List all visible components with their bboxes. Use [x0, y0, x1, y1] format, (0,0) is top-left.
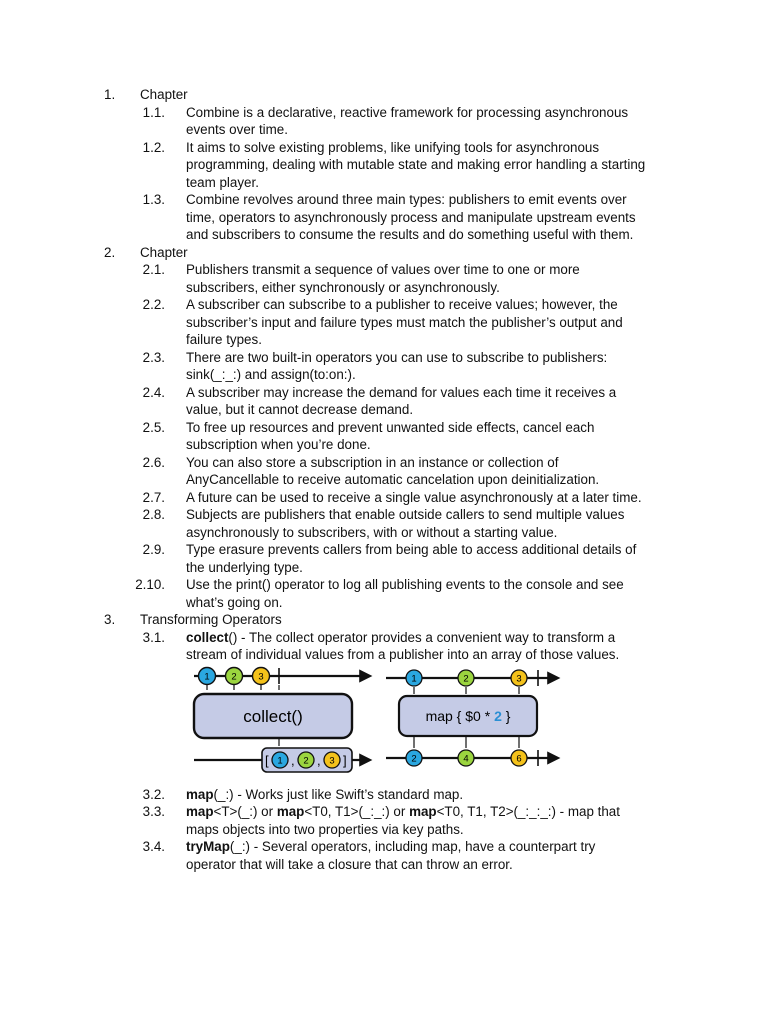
- chapter-heading: [0, 611, 768, 629]
- document: [0, 86, 768, 873]
- collect-operator-label: collect(): [243, 706, 303, 726]
- operator-name: map: [186, 786, 214, 802]
- item-number: 3.2.: [142, 786, 165, 802]
- item-text: Subjects are publishers that enable outside callers to send multiple values asynchronously to subscribers, with or without a starting value.: [186, 507, 625, 540]
- item-text: Combine is a declarative, reactive framework for processing asynchronous events over time.: [186, 104, 629, 137]
- marble-label: 2: [411, 753, 417, 764]
- list-item: [0, 803, 768, 838]
- list-item: [0, 384, 768, 419]
- collect-input-timeline: [194, 667, 368, 690]
- item-number: 3.1.: [142, 629, 165, 645]
- array-separator: ,: [291, 752, 295, 768]
- marble-label: 1: [277, 755, 283, 766]
- array-open-bracket: [: [265, 752, 269, 768]
- map-input-timeline: [386, 670, 556, 694]
- operator-description: <T>(_:) or: [213, 804, 277, 819]
- marble-label: 6: [516, 753, 522, 764]
- item-number: 2.5.: [142, 419, 165, 435]
- item-number: 2.7.: [142, 489, 165, 505]
- list-item: [0, 104, 768, 139]
- list-item: [0, 419, 768, 454]
- map-operator-label: [426, 708, 511, 724]
- item-text: Publishers transmit a sequence of values over time to one or more subscribers, either synchronously or asynchronously.: [186, 262, 580, 295]
- item-text: It aims to solve existing problems, like unifying tools for asynchronous programming, dealing with mutable state and making error handling a starting team player.: [186, 139, 646, 190]
- list-item: [0, 139, 768, 192]
- list-item: [0, 349, 768, 384]
- marble-yellow: [253, 667, 270, 684]
- list-item: [0, 489, 768, 507]
- chapter-title: Transforming Operators: [140, 612, 282, 627]
- collect-operator-box: [194, 694, 352, 738]
- collect-output-timeline: [194, 748, 368, 772]
- marble-label: 1: [411, 673, 417, 684]
- map-closure-suffix: }: [501, 707, 511, 724]
- operator-description: (_:) - Several operators, including map, have a counterpart try operator that will take a closure that can throw an error.: [186, 839, 596, 872]
- item-text: [186, 803, 686, 838]
- item-text: A future can be used to receive a single value asynchronously at a later time.: [186, 489, 642, 505]
- item-text: Type erasure prevents callers from being able to access additional details of the underlying type.: [186, 542, 637, 575]
- item-text: A subscriber can subscribe to a publisher to receive values; however, the subscriber’s input and failure types must match the publisher’s output and failure types.: [186, 297, 623, 347]
- item-text: [186, 838, 686, 873]
- map-output-timeline: [386, 750, 556, 766]
- item-number: 2.9.: [142, 542, 165, 557]
- chapter-number: 2.: [104, 244, 116, 260]
- array-close-bracket: ]: [343, 752, 347, 768]
- list-item: [0, 629, 768, 664]
- marble-label: 2: [303, 755, 309, 766]
- list-item: [0, 454, 768, 489]
- chapter-title: Chapter: [140, 244, 188, 260]
- marble-green: [226, 667, 243, 684]
- marble-label: 2: [463, 673, 469, 684]
- marble-label: 1: [204, 671, 210, 682]
- item-text: There are two built-in operators you can use to subscribe to publishers: sink(_:_:) and assign(to:on:).: [186, 349, 608, 382]
- operator-description: <T0, T1>(_:_:) or: [304, 804, 410, 819]
- item-number: 2.6.: [142, 454, 165, 470]
- list-item: [0, 838, 768, 873]
- item-text: Use the print() operator to log all publishing events to the console and see what’s going on.: [186, 577, 624, 610]
- marble-label: 3: [329, 755, 335, 766]
- marble-diagram-figure: [186, 664, 566, 786]
- item-text: Combine revolves around three main types: publishers to emit events over time, operators to asynchronously process and manipulate upstream events and subscribers to consume the results and do something useful with them.: [186, 192, 636, 242]
- item-number: 3.4.: [142, 839, 165, 854]
- chapter-number: 1.: [104, 87, 116, 102]
- item-number: 3.3.: [142, 804, 165, 819]
- list-item: [0, 541, 768, 576]
- map-closure-factor: 2: [494, 707, 502, 724]
- item-number: 2.8.: [142, 507, 165, 522]
- marble-blue: [199, 667, 216, 684]
- item-text: To free up resources and prevent unwanted side effects, cancel each subscription when you’re done.: [186, 419, 595, 452]
- chapter-title: Chapter: [140, 87, 188, 102]
- item-text: You can also store a subscription in an instance or collection of AnyCancellable to receive automatic cancelation upon deinitialization.: [186, 454, 600, 487]
- marble-label: 2: [231, 671, 237, 682]
- list-item: [0, 261, 768, 296]
- item-number: 2.4.: [142, 384, 165, 400]
- item-text: [186, 786, 686, 804]
- item-text: A subscriber may increase the demand for values each time it receives a value, but it cannot decrease demand.: [186, 384, 617, 417]
- marble-label: 3: [516, 673, 522, 684]
- marble-diagrams: [0, 664, 768, 786]
- chapter-heading: [0, 244, 768, 262]
- list-item: [0, 191, 768, 244]
- item-number: 1.2.: [142, 139, 165, 155]
- item-text: [186, 629, 686, 664]
- operator-description: <T0, T1, T2>(_:_:_:) - map that maps objects into two properties via key paths.: [186, 804, 620, 837]
- array-separator: ,: [317, 752, 321, 768]
- marble-label: 3: [258, 671, 264, 682]
- item-number: 1.1.: [142, 104, 165, 120]
- marble-label: 4: [463, 753, 469, 764]
- map-operator-box: [399, 696, 537, 736]
- item-number: 2.3.: [142, 349, 165, 365]
- map-closure-prefix: map { $0 *: [425, 707, 495, 724]
- operator-description: (_:) - Works just like Swift’s standard map.: [213, 786, 464, 802]
- item-number: 2.1.: [142, 262, 165, 277]
- item-number: 2.2.: [142, 297, 165, 312]
- item-number: 1.3.: [142, 192, 165, 207]
- operator-name: map: [409, 804, 437, 819]
- operator-name: map: [186, 804, 214, 819]
- list-item: [0, 296, 768, 349]
- chapter-heading: [0, 86, 768, 104]
- operator-name: tryMap: [186, 839, 230, 854]
- list-item: [0, 576, 768, 611]
- operator-name: collect: [186, 629, 229, 645]
- item-number: 2.10.: [135, 577, 165, 592]
- operator-description: () - The collect operator provides a convenient way to transform a stream of individual values from a publisher into an array of those values.: [186, 629, 620, 662]
- chapter-number: 3.: [104, 612, 116, 627]
- operator-name: map: [276, 804, 305, 819]
- list-item: [0, 786, 768, 804]
- list-item: [0, 506, 768, 541]
